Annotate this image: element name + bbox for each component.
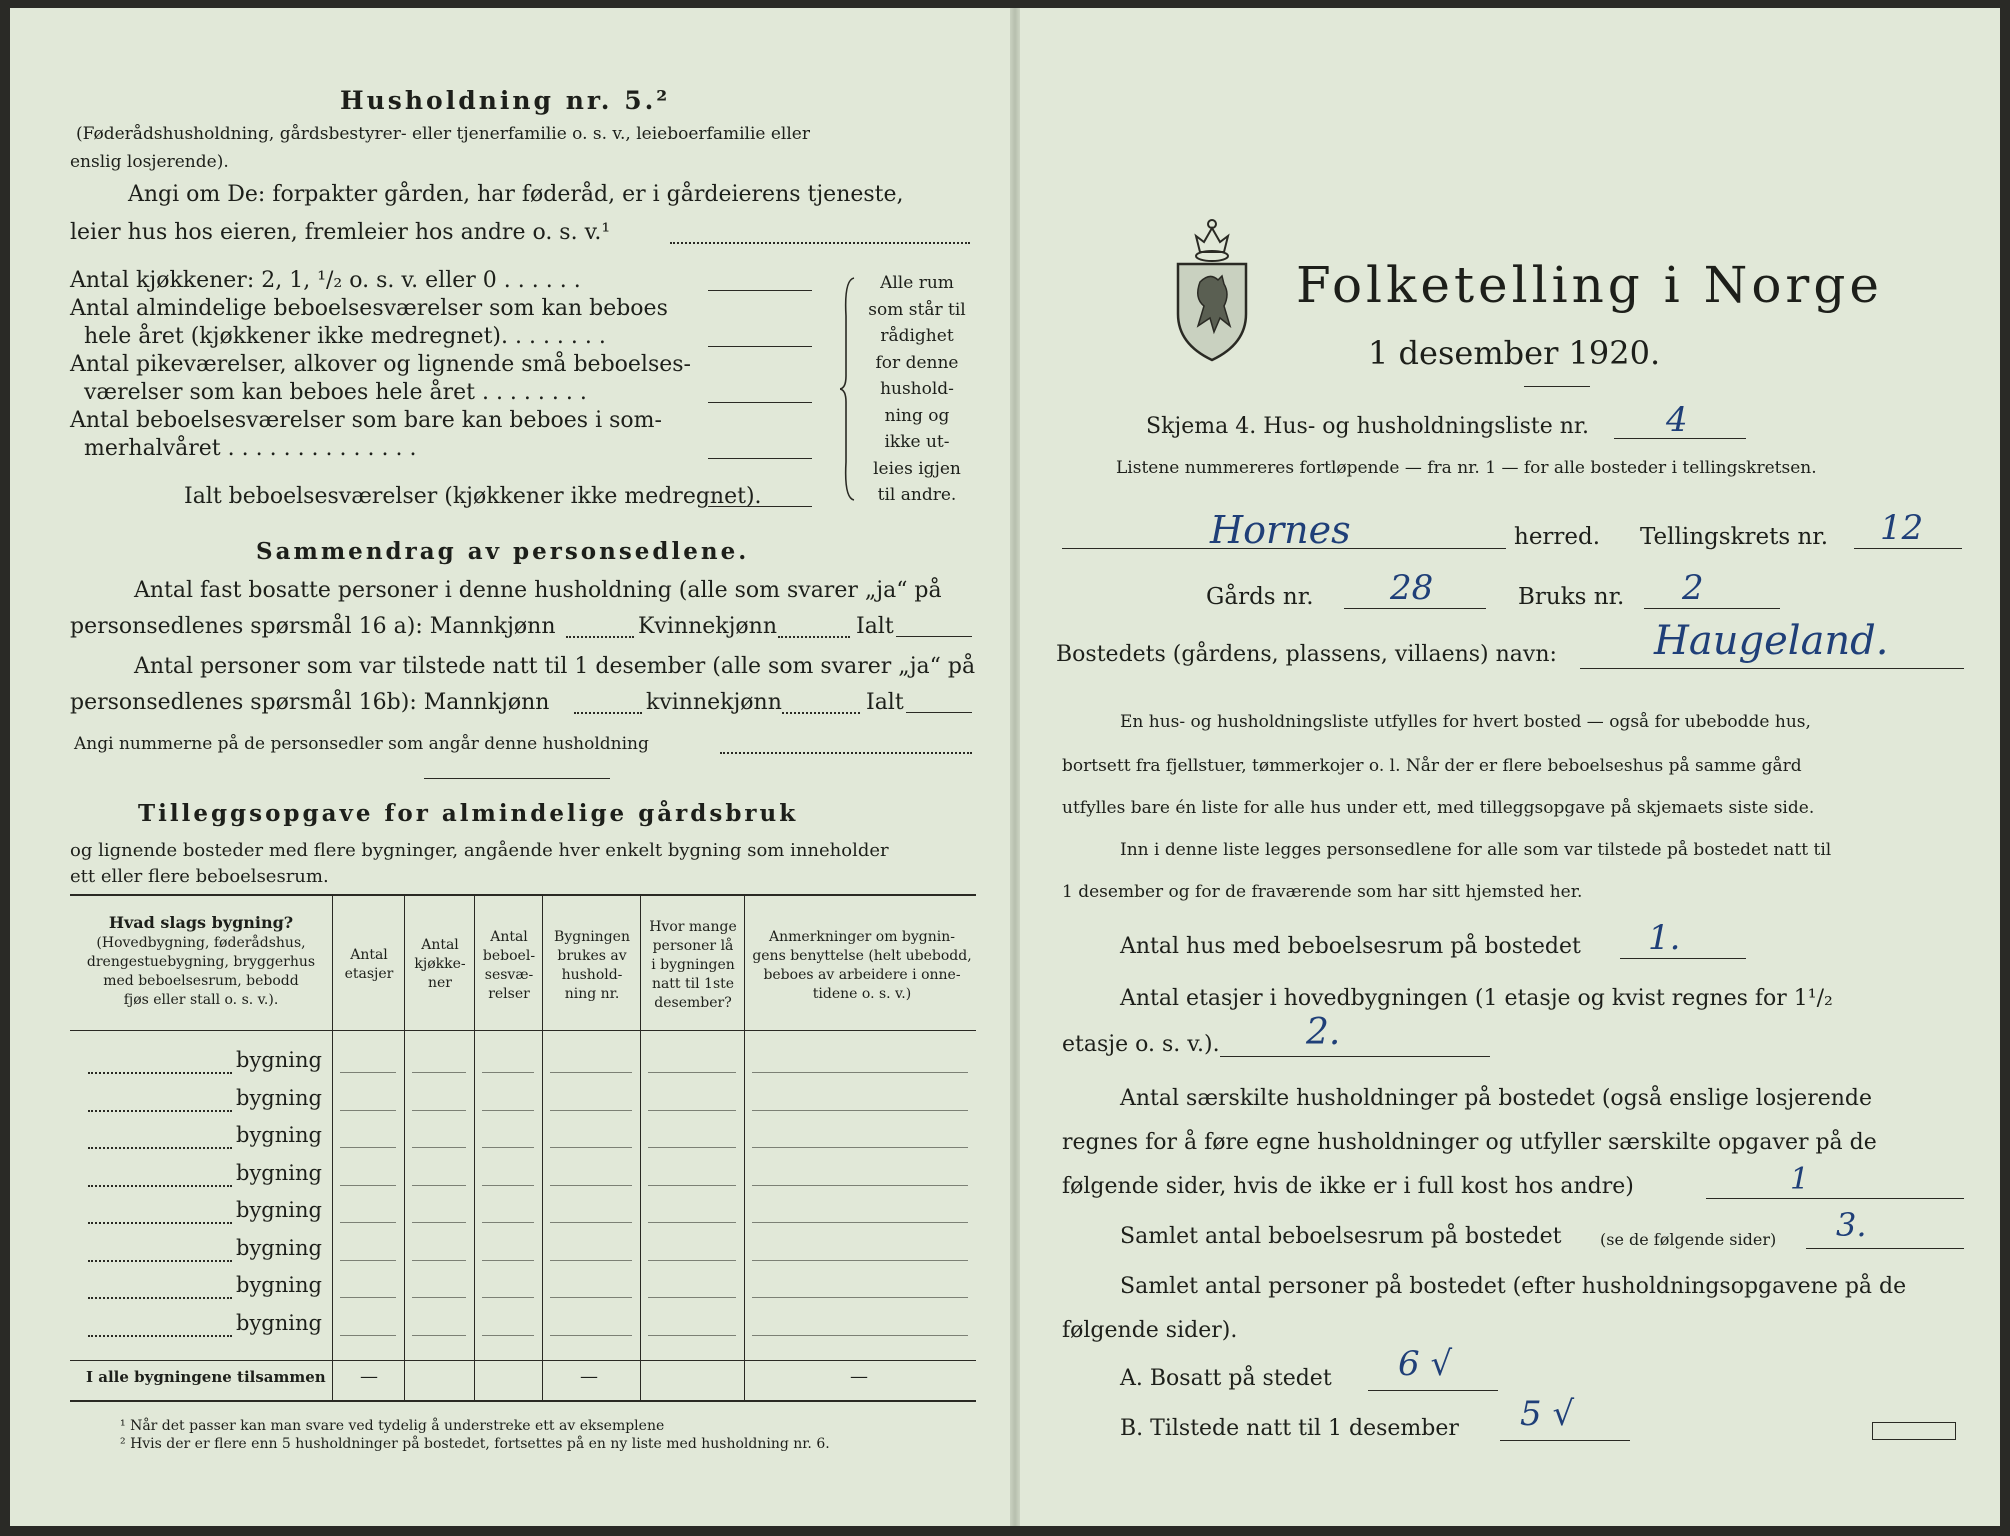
table-cell-line bbox=[752, 1110, 968, 1111]
census-date: 1 desember 1920. bbox=[1368, 334, 1661, 372]
gards-label: Gårds nr. bbox=[1206, 584, 1314, 610]
table-cell-line bbox=[752, 1185, 968, 1186]
instruction-2: bortsett fra fjellstuer, tømmerkojer o. l. Når der er flere beboelseshus på samme gård bbox=[1062, 756, 1802, 776]
right-page bbox=[1020, 8, 2000, 1526]
tellingskrets-label: Tellingskrets nr. bbox=[1640, 524, 1829, 550]
tilstede-label: B. Tilstede natt til 1 desember bbox=[1120, 1416, 1459, 1441]
household-title: Husholdning nr. 5.² bbox=[340, 86, 671, 115]
table-cell-line bbox=[752, 1335, 968, 1336]
table-cell-line bbox=[482, 1072, 534, 1073]
table-row-label: bygning bbox=[236, 1085, 322, 1110]
skjema-label: Skjema 4. Hus- og husholdningsliste nr. bbox=[1146, 414, 1589, 439]
ialt-rooms-label: Ialt beboelsesværelser (kjøkkener ikke medregnet). bbox=[184, 484, 762, 509]
table-row-line bbox=[88, 1297, 232, 1299]
bosatt-value: 6 √ bbox=[1398, 1344, 1453, 1384]
table-cell-line bbox=[412, 1222, 466, 1223]
small-rooms-answer-line bbox=[708, 402, 812, 403]
norway-coat-of-arms-icon bbox=[1170, 214, 1254, 364]
samlet-rum-label: Samlet antal beboelsesrum på bostedet bbox=[1120, 1224, 1562, 1249]
brace-note: Alle rum som står til rådighet for denne hushold- ning og ikke ut- leies igjen til andre. bbox=[868, 273, 966, 505]
husholdninger-line-2: regnes for å føre egne husholdninger og utfyller særskilte opgaver på de bbox=[1062, 1130, 1877, 1155]
table-cell-line bbox=[752, 1072, 968, 1073]
hus-label: Antal hus med beboelsesrum på bostedet bbox=[1120, 934, 1581, 959]
table-cell-line bbox=[340, 1147, 396, 1148]
table-row-label: bygning bbox=[236, 1235, 322, 1260]
table-head-kjokkener: Antal kjøkke- ner bbox=[414, 937, 466, 991]
room-line-5: værelser som kan beboes hele året . . . . . . . . bbox=[84, 380, 587, 405]
husholdninger-answer-line bbox=[1706, 1198, 1964, 1199]
bruks-line bbox=[1644, 608, 1780, 609]
table-cell-line bbox=[412, 1185, 466, 1186]
table-cell-line bbox=[648, 1147, 736, 1148]
table-total-rule bbox=[70, 1360, 976, 1361]
table-cell-line bbox=[550, 1297, 632, 1298]
room-line-1: Antal kjøkkener: 2, 1, ¹/₂ o. s. v. eller 0 . . . . . . bbox=[70, 268, 581, 293]
household-subtitle-cont: enslig losjerende). bbox=[70, 152, 229, 172]
table-cell-line bbox=[648, 1260, 736, 1261]
room-line-6: Antal beboelsesværelser som bare kan beboes i som- bbox=[70, 408, 662, 433]
samlet-personer-line-2: følgende sider). bbox=[1062, 1318, 1238, 1343]
census-title: Folketelling i Norge bbox=[1296, 256, 1883, 314]
angi-text: Angi om De: forpakter gården, har føderåd, er i gårdeierens tjeneste, bbox=[128, 182, 904, 207]
table-head-etasjer: Antal etasjer bbox=[344, 947, 394, 982]
table-total-dash: — bbox=[360, 1366, 378, 1387]
table-total-dash: — bbox=[580, 1366, 598, 1387]
hus-line bbox=[1620, 958, 1746, 959]
left-page bbox=[10, 8, 1010, 1526]
table-cell-line bbox=[340, 1072, 396, 1073]
table-cell-line bbox=[550, 1110, 632, 1111]
bosted-value: Haugeland. bbox=[1654, 618, 1889, 664]
instruction-4: Inn i denne liste legges personsedlene for alle som var tilstede på bostedet natt til bbox=[1120, 840, 1832, 860]
ialt-rooms-answer-line bbox=[708, 506, 812, 507]
table-cell-line bbox=[482, 1335, 534, 1336]
male-resident-line bbox=[566, 636, 634, 638]
table-cell-line bbox=[550, 1260, 632, 1261]
summary-line-4: personsedlenes spørsmål 16b): Mannkjønn bbox=[70, 690, 550, 715]
tillegg-title: Tilleggsopgave for almindelige gårdsbruk bbox=[138, 800, 799, 827]
table-col-rule bbox=[404, 896, 405, 1400]
table-cell-line bbox=[482, 1147, 534, 1148]
bosatt-label: A. Bosatt på stedet bbox=[1120, 1366, 1332, 1391]
table-cell-line bbox=[340, 1185, 396, 1186]
table-cell-line bbox=[550, 1072, 632, 1073]
table-cell-line bbox=[648, 1335, 736, 1336]
husholdninger-value: 1 bbox=[1790, 1162, 1810, 1197]
hus-value: 1. bbox=[1648, 918, 1681, 958]
table-cell-line bbox=[340, 1335, 396, 1336]
table-cell-line bbox=[482, 1222, 534, 1223]
etasjer-line-1: Antal etasjer i hovedbygningen (1 etasje og kvist regnes for 1¹/₂ bbox=[1120, 986, 1833, 1011]
table-cell-line bbox=[752, 1147, 968, 1148]
table-col-rule bbox=[542, 896, 543, 1400]
tilstede-line bbox=[1500, 1440, 1630, 1441]
table-cell-line bbox=[752, 1260, 968, 1261]
footnote-2: ² Hvis der er flere enn 5 husholdninger på bostedet, fortsettes på en ny liste med husholdning nr. 6. bbox=[120, 1436, 830, 1452]
table-total-dash: — bbox=[850, 1366, 868, 1387]
etasjer-line-2: etasje o. s. v.). bbox=[1062, 1032, 1220, 1057]
table-cell-line bbox=[340, 1297, 396, 1298]
table-cell-line bbox=[412, 1260, 466, 1261]
table-cell-line bbox=[550, 1147, 632, 1148]
table-cell-line bbox=[648, 1297, 736, 1298]
ialt-present-line bbox=[906, 712, 972, 713]
husholdninger-line-1: Antal særskilte husholdninger på bostedet (også enslige losjerende bbox=[1120, 1086, 1873, 1111]
male-present-line bbox=[574, 712, 642, 714]
table-row-label: bygning bbox=[236, 1048, 322, 1072]
etasjer-value: 2. bbox=[1306, 1012, 1341, 1053]
table-cell-line bbox=[482, 1185, 534, 1186]
table-row-line bbox=[88, 1260, 232, 1262]
table-cell-line bbox=[550, 1335, 632, 1336]
table-cell-line bbox=[412, 1072, 466, 1073]
printer-stamp bbox=[1872, 1422, 1956, 1440]
listene-text: Listene nummereres fortløpende — fra nr. 1 — for alle bosteder i tellingskretsen. bbox=[1116, 458, 1817, 478]
female-present-label: kvinnekjønn bbox=[646, 690, 782, 715]
instruction-5: 1 desember og for de fraværende som har sitt hjemsted her. bbox=[1062, 882, 1583, 902]
table-header-rule bbox=[70, 1030, 976, 1031]
section-divider bbox=[424, 778, 610, 779]
summary-line-3: Antal personer som var tilstede natt til 1 desember (alle som svarer „ja“ på bbox=[134, 654, 976, 679]
female-label: Kvinnekjønn bbox=[638, 614, 777, 639]
table-cell-line bbox=[412, 1147, 466, 1148]
ialt-present-label: Ialt bbox=[866, 690, 904, 715]
table-bottom-rule bbox=[70, 1400, 976, 1402]
herred-value: Hornes bbox=[1210, 508, 1351, 552]
table-head-beboelsesvaerelser: Antal beboel- sesvæ- relser bbox=[482, 929, 536, 1002]
table-cell-line bbox=[482, 1297, 534, 1298]
tellingskrets-value: 12 bbox=[1880, 508, 1924, 548]
footnote-1: ¹ Når det passer kan man svare ved tydelig å understreke ett av eksemplene bbox=[120, 1418, 665, 1434]
table-cell-line bbox=[412, 1297, 466, 1298]
table-row-line bbox=[88, 1110, 232, 1112]
skjema-value: 4 bbox=[1666, 400, 1688, 440]
female-present-line bbox=[782, 712, 860, 714]
table-col-rule bbox=[640, 896, 641, 1400]
tilstede-value: 5 √ bbox=[1520, 1394, 1575, 1434]
instruction-1: En hus- og husholdningsliste utfylles for hvert bosted — også for ubebodde hus, bbox=[1120, 712, 1811, 732]
tillegg-line-1: og lignende bosteder med flere bygninger, angående hver enkelt bygning som inneholder bbox=[70, 840, 889, 861]
bosted-line bbox=[1580, 668, 1964, 669]
person-numbers-line bbox=[720, 752, 972, 754]
tellingskrets-line bbox=[1854, 548, 1962, 549]
angi-text-cont: leier hus hos eieren, fremleier hos andre o. s. v.¹ bbox=[70, 220, 611, 245]
ialt-resident-line bbox=[896, 636, 972, 637]
summary-line-1: Antal fast bosatte personer i denne husholdning (alle som svarer „ja“ på bbox=[134, 578, 942, 603]
samlet-personer-line-1: Samlet antal personer på bostedet (efter husholdningsopgavene på de bbox=[1120, 1274, 1907, 1299]
table-head-husholdning: Bygningen brukes av hushold- ning nr. bbox=[554, 929, 630, 1002]
table-cell-line bbox=[648, 1222, 736, 1223]
samlet-rum-line bbox=[1806, 1248, 1964, 1249]
table-cell-line bbox=[550, 1185, 632, 1186]
summer-rooms-answer-line bbox=[708, 458, 812, 459]
table-head-personer: Hvor mange personer lå i bygningen natt til 1ste desember? bbox=[649, 919, 737, 1011]
table-row-label: bygning bbox=[236, 1310, 322, 1335]
table-col-rule bbox=[744, 896, 745, 1400]
summary-line-5: Angi nummerne på de personsedler som angår denne husholdning bbox=[74, 734, 649, 754]
kitchens-answer-line bbox=[708, 290, 812, 291]
samlet-rum-value: 3. bbox=[1836, 1206, 1867, 1244]
summary-line-2: personsedlenes spørsmål 16 a): Mannkjønn bbox=[70, 614, 556, 639]
room-line-4: Antal pikeværelser, alkover og lignende små beboelses- bbox=[70, 352, 691, 377]
household-subtitle: (Føderådshusholdning, gårdsbestyrer- eller tjenerfamilie o. s. v., leieboerfamilie eller bbox=[76, 124, 810, 144]
table-cell-line bbox=[752, 1222, 968, 1223]
bruks-label: Bruks nr. bbox=[1518, 584, 1625, 610]
table-cell-line bbox=[648, 1072, 736, 1073]
census-sheet bbox=[10, 8, 2000, 1526]
bruks-value: 2 bbox=[1682, 568, 1704, 608]
angi-answer-line bbox=[670, 242, 970, 244]
table-cell-line bbox=[752, 1297, 968, 1298]
room-line-3: hele året (kjøkkener ikke medregnet). . . . . . . . bbox=[84, 324, 606, 349]
table-cell-line bbox=[412, 1335, 466, 1336]
table-col-rule bbox=[474, 896, 475, 1400]
title-rule bbox=[1524, 386, 1590, 387]
page-fold bbox=[1010, 8, 1020, 1526]
bosted-label: Bostedets (gårdens, plassens, villaens) navn: bbox=[1056, 642, 1557, 667]
gards-value: 28 bbox=[1390, 568, 1434, 608]
rooms-answer-line bbox=[708, 346, 812, 347]
female-resident-line bbox=[778, 636, 850, 638]
table-row-label: bygning bbox=[236, 1273, 322, 1297]
table-row-line bbox=[88, 1147, 232, 1149]
instruction-3: utfylles bare én liste for alle hus under ett, med tilleggsopgave på skjemaets siste side. bbox=[1062, 798, 1815, 818]
table-cell-line bbox=[412, 1110, 466, 1111]
table-row-line bbox=[88, 1335, 232, 1337]
table-cell-line bbox=[482, 1260, 534, 1261]
herred-label: herred. bbox=[1514, 524, 1601, 550]
brace-icon bbox=[840, 276, 860, 502]
table-total-label: I alle bygningene tilsammen bbox=[86, 1368, 326, 1386]
table-row-line bbox=[88, 1185, 232, 1187]
room-line-7: merhalvåret . . . . . . . . . . . . . . bbox=[84, 436, 417, 461]
table-cell-line bbox=[340, 1222, 396, 1223]
tillegg-line-2: ett eller flere beboelsesrum. bbox=[70, 866, 329, 887]
samlet-rum-note: (se de følgende sider) bbox=[1600, 1230, 1777, 1249]
gards-line bbox=[1344, 608, 1486, 609]
table-cell-line bbox=[648, 1110, 736, 1111]
summary-title: Sammendrag av personsedlene. bbox=[256, 538, 750, 565]
table-row-line bbox=[88, 1072, 232, 1074]
room-line-2: Antal almindelige beboelsesværelser som kan beboes bbox=[70, 296, 668, 321]
ialt-label: Ialt bbox=[856, 614, 894, 639]
table-cell-line bbox=[550, 1222, 632, 1223]
husholdninger-line-3: følgende sider, hvis de ikke er i full kost hos andre) bbox=[1062, 1174, 1634, 1199]
table-cell-line bbox=[340, 1110, 396, 1111]
table-top-rule bbox=[70, 894, 976, 896]
etasjer-answer-line bbox=[1220, 1056, 1490, 1057]
table-row-line bbox=[88, 1222, 232, 1224]
table-head-building: Hvad slags bygning? (Hovedbygning, føderådshus, drengestuebygning, bryggerhus med beboelsesrum, bebodd fjøs eller stall o. s. v.). bbox=[86, 913, 316, 1008]
table-col-rule bbox=[332, 896, 333, 1400]
table-row-label: bygning bbox=[236, 1198, 322, 1222]
table-head-anmerkninger: Anmerkninger om bygnin- gens benyttelse (helt ubebodd, beboes av arbeidere i onne- tidene o. s. v.) bbox=[752, 929, 972, 1002]
table-row-label: bygning bbox=[236, 1160, 322, 1185]
table-cell-line bbox=[648, 1185, 736, 1186]
table-cell-line bbox=[482, 1110, 534, 1111]
bosatt-line bbox=[1368, 1390, 1498, 1391]
table-row-label: bygning bbox=[236, 1123, 322, 1147]
table-cell-line bbox=[340, 1260, 396, 1261]
